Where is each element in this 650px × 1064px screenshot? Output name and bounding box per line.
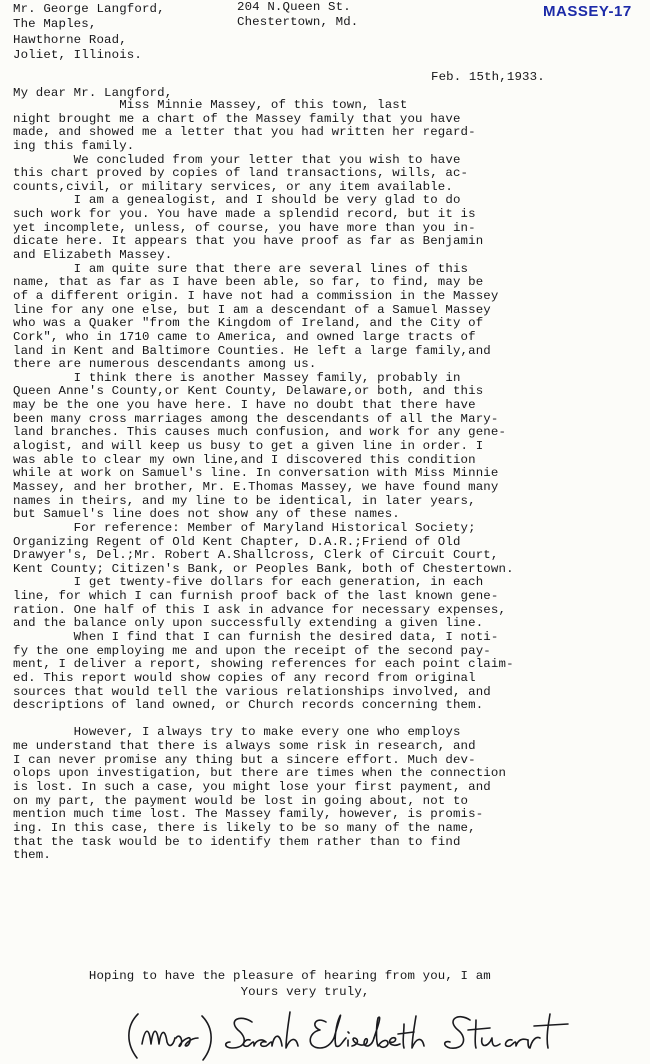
body-line: alogist, and will keep us busy to get a given line in order. I [13,439,484,454]
body-line: yet incomplete, unless, of course, you have more than you in- [13,220,476,235]
body-line: there are numerous descendants among us. [13,357,317,372]
body-line: ration. One half of this I ask in advance for necessary expenses, [13,602,507,617]
body-line: I get twenty-five dollars for each generation, in each [13,575,484,590]
body-line: of a different origin. I have not had a commission in the Massey [13,288,499,303]
body-line: and Elizabeth Massey. [13,248,173,263]
body-line: olops upon investigation, but there are times when the connection [13,766,507,781]
body-line: night brought me a chart of the Massey family that you have [13,111,461,126]
recipient-line: Joliet, Illinois. [13,48,142,62]
body-line: but Samuel's line does not show any of these names. [13,507,400,522]
sender-line: 204 N.Queen St. [237,0,351,14]
body-line: been many cross marriages among the descendants of all the Mary- [13,411,499,426]
body-line: and the balance only upon successfully extending a given line. [13,616,484,631]
body-line: For reference: Member of Maryland Historical Society; [13,520,476,535]
body-line: We concluded from your letter that you wish to have [13,152,461,167]
body-line: them. [13,848,51,863]
body-line: while at work on Samuel's line. In conversation with Miss Minnie [13,466,499,481]
body-line: Drawyer's, Del.;Mr. Robert A.Shallcross, Clerk of Circuit Court, [13,548,499,563]
body-line: land in Kent and Baltimore Counties. He left a large family,and [13,343,491,358]
body-line: ment, I deliver a report, showing references for each point claim- [13,657,514,672]
body-line: me understand that there is always some risk in research, and [13,739,476,754]
body-line: on my part, the payment would be lost in going about, not to [13,793,469,808]
body-line: may be the one you have here. I have no doubt that there have [13,398,476,413]
body-line: ed. This report would show copies of any record from original [13,670,476,685]
body-line [13,713,643,727]
body-line: made, and showed me a letter that you had written her regard- [13,125,476,140]
closing-line: Hoping to have the pleasure of hearing from you, I am [13,969,491,983]
archive-label: MASSEY-17 [543,3,632,20]
body-line: this chart proved by copies of land transactions, wills, ac- [13,166,469,181]
body-line: line, for which I can furnish proof back of the last known gene- [13,589,499,604]
body-line: ing. In this case, there is likely to be so many of the name, [13,820,476,835]
body-line: I think there is another Massey family, probably in [13,370,461,385]
body-line: land branches. This causes much confusion, and work for any gene- [13,425,507,440]
body-line: that the task would be to identify them rather than to find [13,834,461,849]
body-line: Massey, and her brother, Mr. E.Thomas Massey, we have found many [13,479,499,494]
body-line: sources that would tell the various relationships involved, and [13,684,491,699]
recipient-line: The Maples, [13,17,97,31]
sender-line: Chestertown, Md. [237,15,359,29]
body-line: name, that as far as I have been able, so far, to find, may be [13,275,484,290]
body-line: was able to clear my own line,and I discovered this condition [13,452,476,467]
body-line: descriptions of land owned, or Church records concerning them. [13,698,484,713]
body-line: such work for you. You have made a splendid record, but it is [13,207,476,222]
letter-date: Feb. 15th,1933. [431,70,545,84]
body-line: fy the one employing me and upon the receipt of the second pay- [13,643,491,658]
complimentary-close: Yours very truly, [13,985,370,999]
body-line: is lost. In such a case, you might lose your first payment, and [13,780,491,795]
body-line: counts,civil, or military services, or any item available. [13,179,453,194]
body-line: line for any one else, but I am a descendant of a Samuel Massey [13,302,491,317]
body-line: who was a Quaker "from the Kingdom of Ireland, and the City of [13,316,484,331]
body-line: I am a genealogist, and I should be very glad to do [13,193,461,208]
body-line: Cork", who in 1710 came to America, and owned large tracts of [13,329,476,344]
body-line: I am quite sure that there are several lines of this [13,261,469,276]
body-line: When I find that I can furnish the desired data, I noti- [13,629,499,644]
body-line: Queen Anne's County,or Kent County, Delaware,or both, and this [13,384,484,399]
recipient-line: Hawthorne Road, [13,33,127,47]
letter-body [13,99,643,863]
salutation: My dear Mr. Langford, [13,86,173,100]
body-line: mention much time lost. The Massey family, however, is promis- [13,807,484,822]
recipient-line: Mr. George Langford, [13,2,165,16]
body-line: ing this family. [13,138,135,153]
body-line: names in theirs, and my line to be identical, in later years, [13,493,476,508]
body-line: Miss Minnie Massey, of this town, last [13,98,408,112]
body-line: Organizing Regent of Old Kent Chapter, D.A.R.;Friend of Old [13,534,461,549]
body-line: However, I always try to make every one who employs [13,725,461,740]
handwritten-signature [120,1004,620,1062]
body-line: dicate here. It appears that you have proof as far as Benjamin [13,234,484,249]
closing [13,968,643,1000]
body-line: Kent County; Citizen's Bank, or Peoples Bank, both of Chestertown. [13,561,514,576]
body-line: I can never promise any thing but a sincere effort. Much dev- [13,752,476,767]
